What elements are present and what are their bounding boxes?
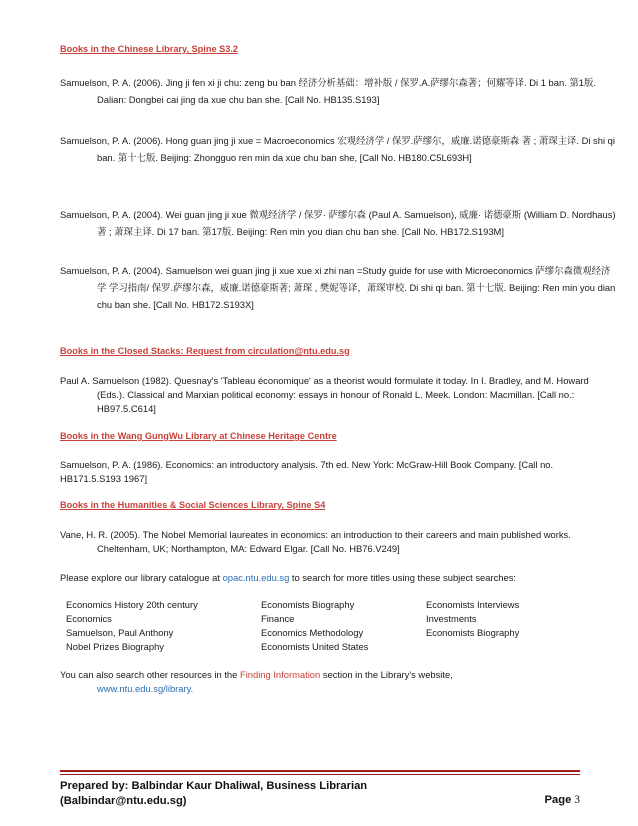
subject-column-3	[426, 598, 519, 640]
subject-term: Economists United States	[261, 641, 369, 652]
opac-link[interactable]: opac.ntu.edu.sg	[222, 572, 290, 583]
subject-term: Economics History 20th century	[66, 599, 198, 610]
wang-gungwu-heading[interactable]: Books in the Wang GungWu Library at Chinese Heritage Centre	[60, 431, 337, 441]
footer-line-1: Prepared by: Balbindar Kaur Dhaliwal, Business Librarian	[60, 780, 368, 792]
other-resources-text	[60, 668, 585, 682]
closed-stacks-heading[interactable]: Books in the Closed Stacks: Request from circulation@ntu.edu.sg	[60, 346, 350, 356]
footer-line-2: (Balbindar@ntu.edu.sg)	[60, 795, 187, 807]
reference-entry: Vane, H. R. (2005). The Nobel Memorial laureates in economics: an introduction to their careers and main published works. Cheltenham, UK; Northampton, MA: Edward Elgar. [Call No. HB76.V249]	[60, 529, 571, 554]
other-text-after: section in the Library's website,	[320, 669, 453, 680]
explore-catalogue-text	[60, 571, 585, 585]
reference-entry: Samuelson, P. A. (2004). Wei guan jing ji xue 微观经济学 / 保罗· 萨缪尔森 (Paul A. Samuelson), 威廉· 诺德豪斯 (William D. Nordhaus) 著 ; 萧琛主译. Di 17 ban. 第17版. Beijing: Ren min you dian chu ban she. [Call No. HB172.S193M]	[60, 209, 616, 237]
reference-entry: Samuelson, P. A. (2004). Samuelson wei guan jing ji xue xue xi zhi nan =Study guide for use with Microeconomics 萨缪尔森微观经济学 学习指南/ 保罗.萨缪尔森，威廉.诺德豪斯著; 萧琛 , 樊妮等译，萧琛审校. Di shi qi ban. 第十七版. Beijing: Ren min you dian chu ban she. [Call No. HB172.S193X]	[60, 265, 616, 310]
reference-entry: Samuelson, P. A. (2006). Hong guan jing ji xue = Macroeconomics 宏观经济学 / 保罗.萨缪尔，威廉.诺德豪斯森 著 ; 萧琛主译. Di shi qi ban. 第十七版. Beijing: Zhongguo ren min da xue chu ban she, [Call No. HB180.C5L693H]	[60, 135, 615, 163]
subject-term: Nobel Prizes Biography	[66, 641, 164, 652]
page-number	[545, 794, 580, 806]
reference-entry: Paul A. Samuelson (1982). Quesnay's 'Tableau économique' as a theorist would formulate it today. In I. Bradley, and M. Howard (Eds.). Classical and Marxian political economy: essays in honour of Ronald L. Meek. London: Macmillan. [Call no.: HB97.5.C614]	[60, 375, 589, 414]
subject-term: Economics	[66, 613, 112, 624]
subject-term: Economics Methodology	[261, 627, 364, 638]
subject-term: Economists Biography	[261, 599, 355, 610]
subject-term: Samuelson, Paul Anthony	[66, 627, 174, 638]
page-number-value: 3	[574, 794, 580, 806]
subject-column-1	[66, 598, 198, 654]
humanities-heading[interactable]: Books in the Humanities & Social Sciences Library, Spine S4	[60, 500, 326, 510]
library-website-link[interactable]: www.ntu.edu.sg/library.	[97, 683, 194, 694]
explore-text-before: Please explore our library catalogue at	[60, 572, 223, 583]
footer-rule-thin	[60, 774, 580, 775]
subject-column-2	[261, 598, 368, 654]
subject-term: Investments	[426, 613, 477, 624]
finding-information-link[interactable]: Finding Information	[239, 669, 321, 680]
page-label: Page	[544, 794, 572, 806]
subject-term: Finance	[261, 613, 295, 624]
footer-prepared-by	[60, 779, 580, 809]
reference-entry: Samuelson, P. A. (2006). Jing ji fen xi ji chu: zeng bu ban 经济分析基础：增补版 / 保罗.A.萨缪尔森著；何耀等译. Di 1 ban. 第1版. Dalian: Dongbei cai jing da xue chu ban she. [Call No. HB135.S193]	[60, 77, 596, 105]
other-text-before: You can also search other resources in the	[60, 669, 240, 680]
chinese-library-heading[interactable]: Books in the Chinese Library, Spine S3.2	[60, 44, 239, 54]
subject-term: Economists Interviews	[426, 599, 520, 610]
subject-term: Economists Biography	[426, 627, 520, 638]
explore-text-after: to search for more titles using these subject searches:	[289, 572, 516, 583]
footer-rule	[60, 770, 580, 772]
reference-entry: Samuelson, P. A. (1986). Economics: an introductory analysis. 7th ed. New York: McGraw-Hill Book Company. [Call no. HB171.5.S193 1967]	[60, 459, 554, 484]
